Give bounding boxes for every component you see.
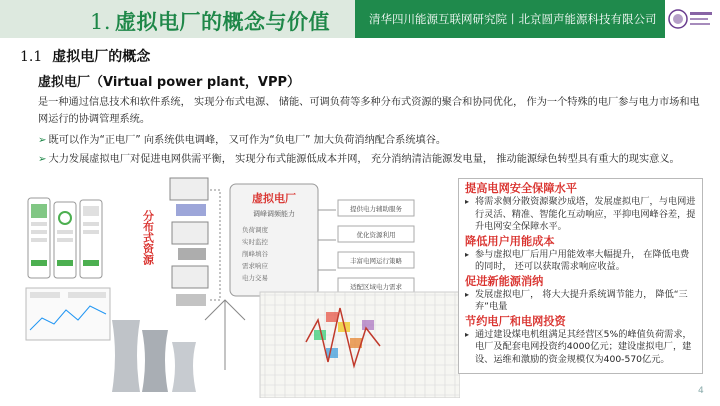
title-number: 1. bbox=[90, 10, 112, 34]
definition-paragraph: 是一种通过信息技术和软件系统， 实现分布式电源、 储能、可调负荷等多种分布式资源的聚合和协同优化， 作为一个特殊的电厂参与电力市场和电网运行的协调管理系统。 bbox=[38, 97, 700, 125]
title-text: 虚拟电厂的概念与价值 bbox=[115, 10, 331, 34]
benefit-box-label: 优化资源利用 bbox=[356, 231, 396, 239]
benefit-text: ▸ 通过建设煤电机组满足其经营区5%的峰值负荷需求，电厂及配套电网投资约4000亿元；建设虚拟电厂，建设、运维和激励的资金规模仅为400-570亿元。 bbox=[465, 329, 696, 367]
center-item: 实时监控 bbox=[242, 238, 268, 246]
center-title: 虚拟电厂 bbox=[252, 192, 296, 205]
center-item: 削峰填谷 bbox=[242, 250, 268, 258]
vpp-core bbox=[230, 184, 318, 296]
center-item: 负荷调度 bbox=[242, 226, 268, 234]
vpp-diagram bbox=[20, 170, 460, 398]
university-logo bbox=[668, 4, 716, 34]
section-heading bbox=[20, 46, 150, 66]
bullet-text: 既可以作为“正电厂” 向系统供电调峰， 又可作为“负电厂” 加大负荷消纳配合系统填谷。 bbox=[48, 135, 447, 146]
benefit-box-label: 适配区域电力需求 bbox=[350, 283, 402, 291]
arrow-bullet-icon: ➢ bbox=[38, 154, 47, 165]
benefit-text: ▸ 参与虚拟电厂后用户用能效率大幅提升， 在降低电费的同时， 还可以获取需求响应收益。 bbox=[465, 249, 696, 274]
monitoring-dashboard bbox=[26, 288, 110, 340]
benefit-text: ▸ 将需求侧分散资源聚沙成塔，发展虚拟电厂，与电网进行灵活、精准、智能化互动响应，平抑电网峰谷差，提升电网安全保障水平。 bbox=[465, 196, 696, 234]
header bbox=[0, 0, 720, 38]
phone-screens bbox=[28, 198, 102, 278]
benefits-panel bbox=[458, 178, 703, 374]
arrow-bullet-icon: ➢ bbox=[38, 135, 47, 146]
benefit-box-label: 提供电力辅助服务 bbox=[350, 205, 402, 213]
benefit-boxes bbox=[318, 200, 414, 294]
bullet-item bbox=[38, 131, 446, 146]
benefit-heading: 促进新能源消纳 bbox=[465, 274, 544, 288]
benefit-text: ▸ 发展虚拟电厂， 将大大提升系统调节能力， 降低“三弃”电量 bbox=[465, 289, 696, 314]
bullet-item bbox=[38, 150, 680, 165]
title-banner bbox=[0, 0, 355, 38]
page-number: 4 bbox=[698, 386, 704, 396]
org-name: 清华四川能源互联网研究院丨北京圆声能源科技有限公司 bbox=[369, 12, 657, 26]
bullet-text: 大力发展虚拟电厂对促进电网供需平衡， 实现分布式能源低成本并网， 充分消纳清洁能源发电量， 推动能源绿色转型具有重大的现实意义。 bbox=[48, 154, 680, 165]
center-item: 需求响应 bbox=[242, 262, 268, 270]
side-label: 分布式资源 bbox=[141, 210, 155, 265]
center-subtitle: 调峰调频能力 bbox=[253, 210, 295, 218]
term-heading: 虚拟电厂（Virtual power plant，VPP） bbox=[38, 75, 301, 90]
benefit-box-label: 丰富电网运行策略 bbox=[350, 257, 402, 265]
center-item: 电力交易 bbox=[242, 274, 268, 282]
benefit-heading: 提高电网安全保障水平 bbox=[465, 182, 577, 195]
city-map bbox=[260, 292, 460, 398]
benefit-heading: 节约电厂和电网投资 bbox=[465, 314, 566, 328]
page-title bbox=[90, 6, 330, 36]
org-banner bbox=[355, 0, 665, 38]
section-title: 虚拟电厂的概念 bbox=[52, 49, 151, 65]
cooling-towers bbox=[112, 320, 196, 392]
resource-icons bbox=[170, 178, 220, 306]
benefit-heading: 降低用户用能成本 bbox=[465, 234, 555, 248]
section-number: 1.1 bbox=[20, 49, 43, 65]
